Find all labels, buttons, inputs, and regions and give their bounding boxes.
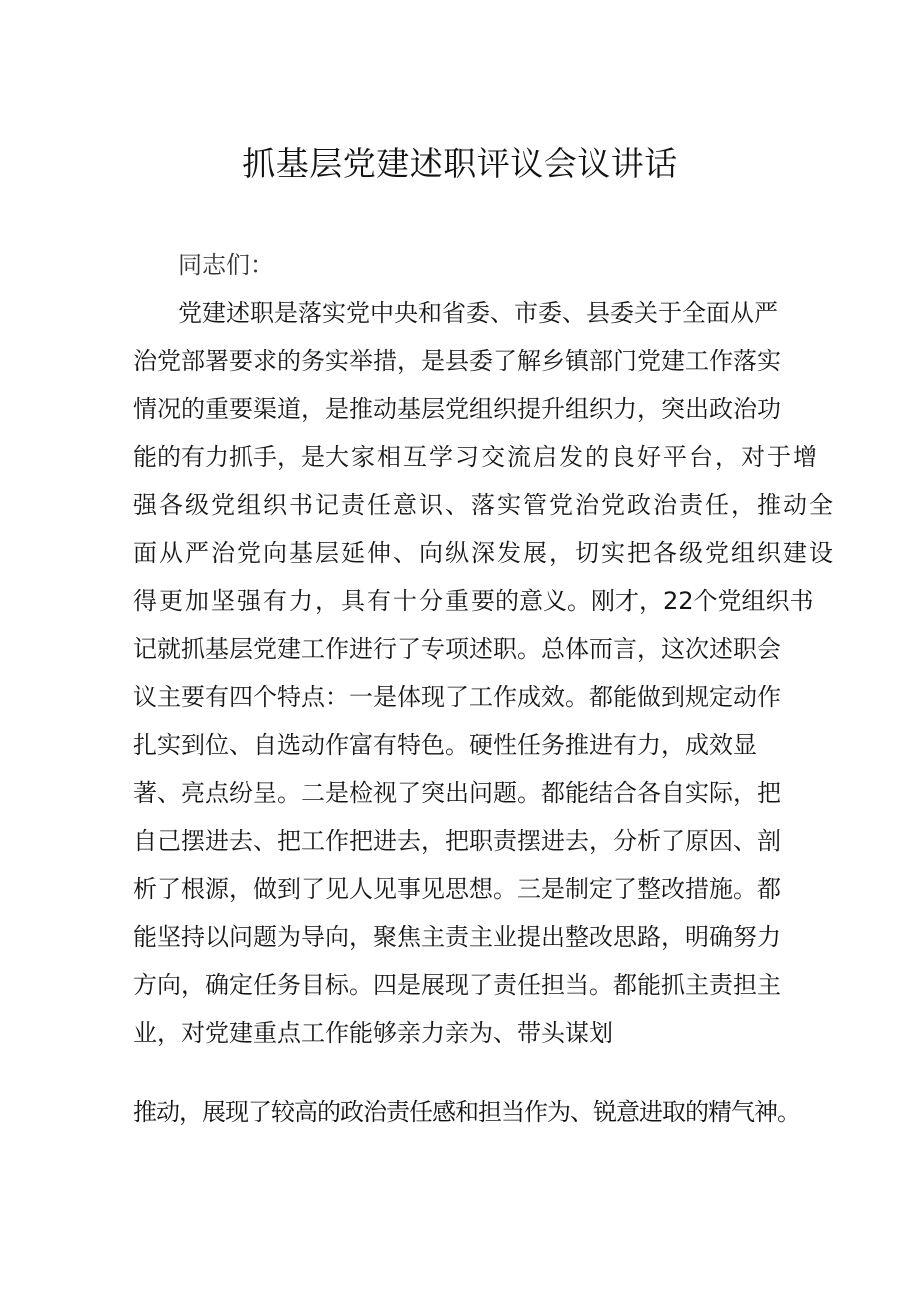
body-line-4-part-2: 大家相互学习交流启发的良好平台，对于增 <box>325 443 819 471</box>
body-line-8: 记就抓基层党建工作进行了专项述职。总体而言，这次述职会 <box>133 635 781 663</box>
body-line-1: 党建述职是落实党中央和省委、市委、县委关于全面从严 <box>178 299 778 327</box>
body-line-10: 扎实到位、自选动作富有特色。硬性任务推进有力，成效显 <box>133 731 757 759</box>
body-line-12: 自己摆进去、把工作把进去，把职责摆进去，分析了原因、剖 <box>133 827 781 855</box>
body-line-7-part-1: 得更加坚强有力，具有十分重 <box>133 587 471 615</box>
body-line-6: 面从严治党向基层延伸、向纵深发展，切实把各级党组织建设 <box>133 539 835 567</box>
body-line-16: 业，对党建重点工作能够亲力亲为、带头谋划 <box>133 1019 613 1047</box>
body-line-7 <box>133 586 814 616</box>
body-line-2: 治党部署要求的务实举措，是县委了解乡镇部门党建工作落实 <box>133 347 781 375</box>
body-line-4-part-1: 能的有力抓手，是 <box>133 443 325 471</box>
body-line-5: 强各级党组织书记责任意识、落实管党治党政治责任，推动全 <box>133 491 835 519</box>
body-line-11: 著、亮点纷呈。二是检视了突出问题。都能结合各自实际，把 <box>133 779 781 807</box>
document-title: 抓基层党建述职评议会议讲话 <box>242 144 678 183</box>
body-line-13: 析了根源，做到了见人见事见思想。三是制定了整改措施。都 <box>133 875 781 903</box>
body-line-3: 情况的重要渠道，是推动基层党组织提升组织力，突出政治功 <box>133 395 781 423</box>
body-line-14: 能坚持以问题为导向，聚焦主责主业提出整改思路，明确努力 <box>133 923 781 951</box>
body-line-4 <box>133 442 819 472</box>
final-line: 推动，展现了较高的政治责任感和担当作为、锐意进取的精气神。 <box>133 1098 800 1126</box>
body-line-7-part-2: 要的意义。刚才，22个党组织书 <box>471 587 814 615</box>
body-line-15: 方向，确定任务目标。四是展现了责任担当。都能抓主责担主 <box>133 971 781 999</box>
salutation: 同志们： <box>178 251 274 279</box>
body-line-9: 议主要有四个特点：一是体现了工作成效。都能做到规定动作 <box>133 683 781 711</box>
